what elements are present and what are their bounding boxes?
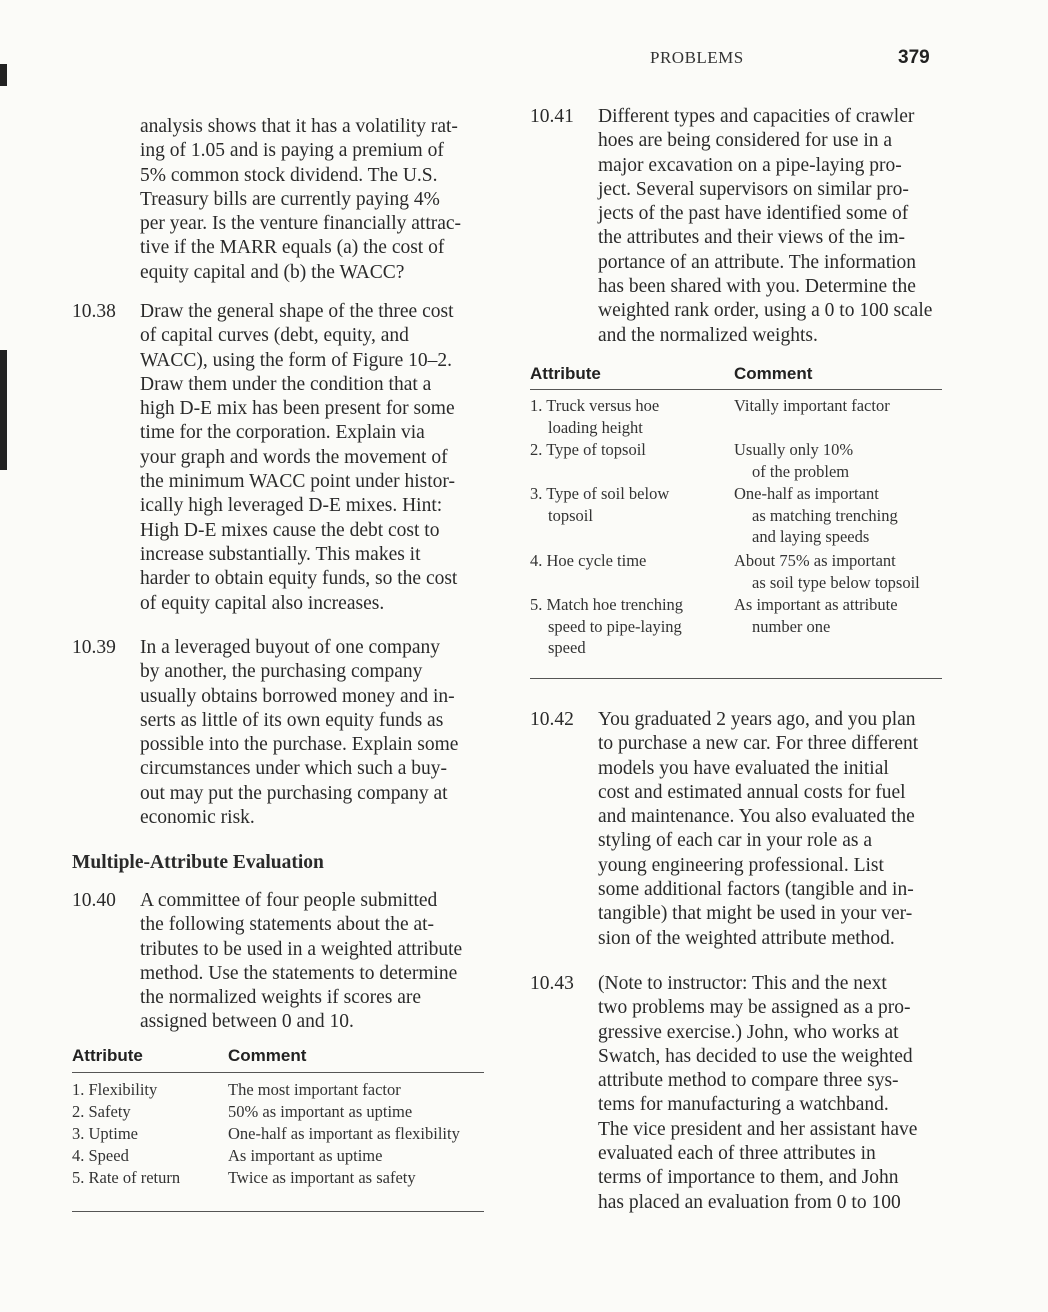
table-cell-attribute: 5. Rate of return	[72, 1168, 181, 1187]
cell-line: speed to pipe-laying	[548, 616, 682, 636]
problem-10-43-text	[598, 972, 940, 1215]
section-heading: Multiple-Attribute Evaluation	[72, 852, 324, 873]
cell-line: 2. Type of topsoil	[530, 440, 646, 459]
attribute-table-10-41	[530, 364, 942, 684]
text-line: tributes to be used in a weighted attribute	[140, 938, 463, 960]
problem-10-40-text	[140, 889, 482, 1035]
text-line: ing of 1.05 and is paying a premium of	[140, 140, 444, 162]
text-line: your graph and words the movement of	[140, 446, 448, 468]
text-line: harder to obtain equity funds, so the cost	[140, 568, 458, 590]
cell-line: One-half as important	[734, 484, 879, 503]
text-line: models you have evaluated the initial	[598, 757, 889, 779]
text-line: sion of the weighted attribute method.	[598, 927, 895, 949]
table-header-comment: Comment	[734, 364, 813, 383]
text-line: hoes are being considered for use in a	[598, 130, 893, 152]
gutter-mark-middle	[0, 350, 7, 470]
cell-line: 4. Hoe cycle time	[530, 551, 647, 570]
text-line: ically high leveraged D-E mixes. Hint:	[140, 495, 443, 517]
table-top-rule	[530, 389, 942, 390]
text-line: the normalized weights if scores are	[140, 987, 422, 1009]
gutter-mark-top	[0, 64, 7, 86]
problem-number-10-38: 10.38	[72, 301, 116, 322]
text-line: economic risk.	[140, 807, 255, 829]
problem-number-10-39: 10.39	[72, 637, 116, 658]
problem-10-42-text	[598, 708, 940, 951]
text-line: WACC), using the form of Figure 10–2.	[140, 349, 452, 371]
table-cell-attribute	[530, 483, 730, 526]
table-cell-attribute: 1. Flexibility	[72, 1080, 158, 1099]
table-cell-comment	[734, 483, 942, 548]
cell-line: of the problem	[752, 461, 850, 481]
text-line: high D-E mix has been present for some	[140, 398, 455, 420]
table-cell-comment: As important as uptime	[228, 1146, 383, 1165]
cell-line: 3. Type of soil below	[530, 484, 670, 503]
text-line: ject. Several supervisors on similar pro-	[598, 178, 909, 200]
text-line: per year. Is the venture financially attrac-	[140, 213, 462, 235]
table-cell-attribute	[530, 395, 730, 438]
cell-line: 5. Match hoe trenching	[530, 595, 684, 614]
cell-line: number one	[752, 616, 831, 636]
cell-line: About 75% as important	[734, 551, 896, 570]
text-line: High D-E mixes cause the debt cost to	[140, 519, 440, 541]
table-cell-comment: One-half as important as flexibility	[228, 1124, 460, 1143]
text-line: (Note to instructor: This and the next	[598, 973, 887, 994]
problem-10-39-text	[140, 636, 482, 830]
cell-line: As important as attribute	[734, 595, 898, 614]
cell-line: as matching trenching	[752, 505, 898, 525]
problem-number-10-43: 10.43	[530, 973, 574, 994]
text-line: major excavation on a pipe-laying pro-	[598, 154, 902, 176]
table-cell-attribute: 3. Uptime	[72, 1124, 138, 1143]
text-line: tangible) that might be used in your ver-	[598, 903, 913, 925]
table-cell-comment	[734, 395, 942, 417]
text-line: and maintenance. You also evaluated the	[598, 806, 915, 828]
problem-number-10-41: 10.41	[530, 106, 574, 127]
table-bottom-rule	[530, 678, 942, 679]
text-line: analysis shows that it has a volatility rat-	[140, 116, 458, 137]
table-cell-comment	[734, 439, 942, 482]
text-line: tems for manufacturing a watchband.	[598, 1094, 889, 1116]
table-header-attribute: Attribute	[72, 1046, 143, 1065]
table-top-rule	[72, 1072, 484, 1073]
text-line: weighted rank order, using a 0 to 100 scale	[598, 300, 933, 322]
text-line: and the normalized weights.	[598, 324, 818, 346]
cell-line: loading height	[548, 417, 643, 437]
text-line: jects of the past have identified some of	[598, 203, 909, 225]
table-cell-comment	[734, 594, 942, 637]
text-line: Different types and capacities of crawler	[598, 106, 915, 127]
text-line: method. Use the statements to determine	[140, 962, 458, 984]
text-line: possible into the purchase. Explain some	[140, 734, 459, 756]
text-line: of capital curves (debt, equity, and	[140, 325, 409, 347]
table-cell-comment: 50% as important as uptime	[228, 1102, 413, 1121]
table-cell-comment: Twice as important as safety	[228, 1168, 416, 1187]
text-line: The vice president and her assistant have	[598, 1118, 918, 1140]
text-line: equity capital and (b) the WACC?	[140, 261, 405, 283]
cell-line: topsoil	[548, 505, 593, 525]
table-header-attribute: Attribute	[530, 364, 601, 383]
text-line: terms of importance to them, and John	[598, 1167, 899, 1189]
running-header: PROBLEMS	[650, 48, 744, 67]
problem-10-38-text	[140, 300, 482, 616]
text-line: has placed an evaluation from 0 to 100	[598, 1191, 901, 1213]
text-line: assigned between 0 and 10.	[140, 1011, 354, 1033]
text-line: Treasury bills are currently paying 4%	[140, 188, 440, 210]
text-line: some additional factors (tangible and in-	[598, 879, 914, 901]
cell-line: and laying speeds	[752, 527, 870, 546]
text-line: out may put the purchasing company at	[140, 782, 448, 804]
table-bottom-rule	[72, 1211, 484, 1212]
text-line: time for the corporation. Explain via	[140, 422, 425, 444]
text-line: cost and estimated annual costs for fuel	[598, 781, 906, 803]
text-line: circumstances under which such a buy-	[140, 758, 448, 780]
text-line: tive if the MARR equals (a) the cost of	[140, 237, 445, 259]
text-line: serts as little of its own equity funds as	[140, 709, 444, 731]
table-cell-attribute	[530, 594, 730, 659]
text-line: Draw the general shape of the three cost	[140, 301, 454, 322]
table-cell-attribute: 2. Safety	[72, 1102, 131, 1121]
text-line: evaluated each of three attributes in	[598, 1143, 876, 1165]
text-line: two problems may be assigned as a pro-	[598, 997, 911, 1019]
table-cell-comment: The most important factor	[228, 1080, 401, 1099]
text-line: In a leveraged buyout of one company	[140, 637, 440, 658]
text-line: 5% common stock dividend. The U.S.	[140, 164, 438, 186]
text-line: the minimum WACC point under histor-	[140, 471, 456, 493]
text-line: styling of each car in your role as a	[598, 830, 872, 852]
table-cell-attribute	[530, 439, 730, 461]
text-line: Swatch, has decided to use the weighted	[598, 1045, 913, 1067]
problem-number-10-42: 10.42	[530, 709, 574, 730]
table-cell-attribute: 4. Speed	[72, 1146, 129, 1165]
problem-10-37-continuation	[140, 115, 482, 285]
text-line: portance of an attribute. The information	[598, 251, 917, 273]
problem-number-10-40: 10.40	[72, 890, 116, 911]
cell-line: Usually only 10%	[734, 440, 854, 459]
text-line: young engineering professional. List	[598, 854, 884, 876]
attribute-table-10-40	[72, 1046, 484, 1216]
cell-line: as soil type below topsoil	[752, 572, 920, 592]
text-line: Draw them under the condition that a	[140, 373, 432, 395]
text-line: to purchase a new car. For three different	[598, 733, 919, 755]
cell-line: Vitally important factor	[734, 396, 890, 415]
text-line: increase substantially. This makes it	[140, 543, 421, 565]
text-line: You graduated 2 years ago, and you plan	[598, 709, 916, 730]
table-header-comment: Comment	[228, 1046, 307, 1065]
text-line: gressive exercise.) John, who works at	[598, 1021, 899, 1043]
table-cell-comment	[734, 550, 942, 593]
cell-line: 1. Truck versus hoe	[530, 396, 660, 415]
text-line: attribute method to compare three sys-	[598, 1070, 899, 1092]
text-line: the following statements about the at-	[140, 914, 435, 936]
text-line: the attributes and their views of the im-	[598, 227, 906, 249]
page-number: 379	[898, 47, 930, 68]
problem-10-41-text	[598, 105, 940, 348]
text-line: by another, the purchasing company	[140, 661, 423, 683]
table-cell-attribute	[530, 550, 730, 572]
text-line: of equity capital also increases.	[140, 592, 385, 614]
text-line: A committee of four people submitted	[140, 890, 438, 911]
text-line: usually obtains borrowed money and in-	[140, 685, 455, 707]
cell-line: speed	[548, 638, 586, 657]
text-line: has been shared with you. Determine the	[598, 276, 916, 298]
